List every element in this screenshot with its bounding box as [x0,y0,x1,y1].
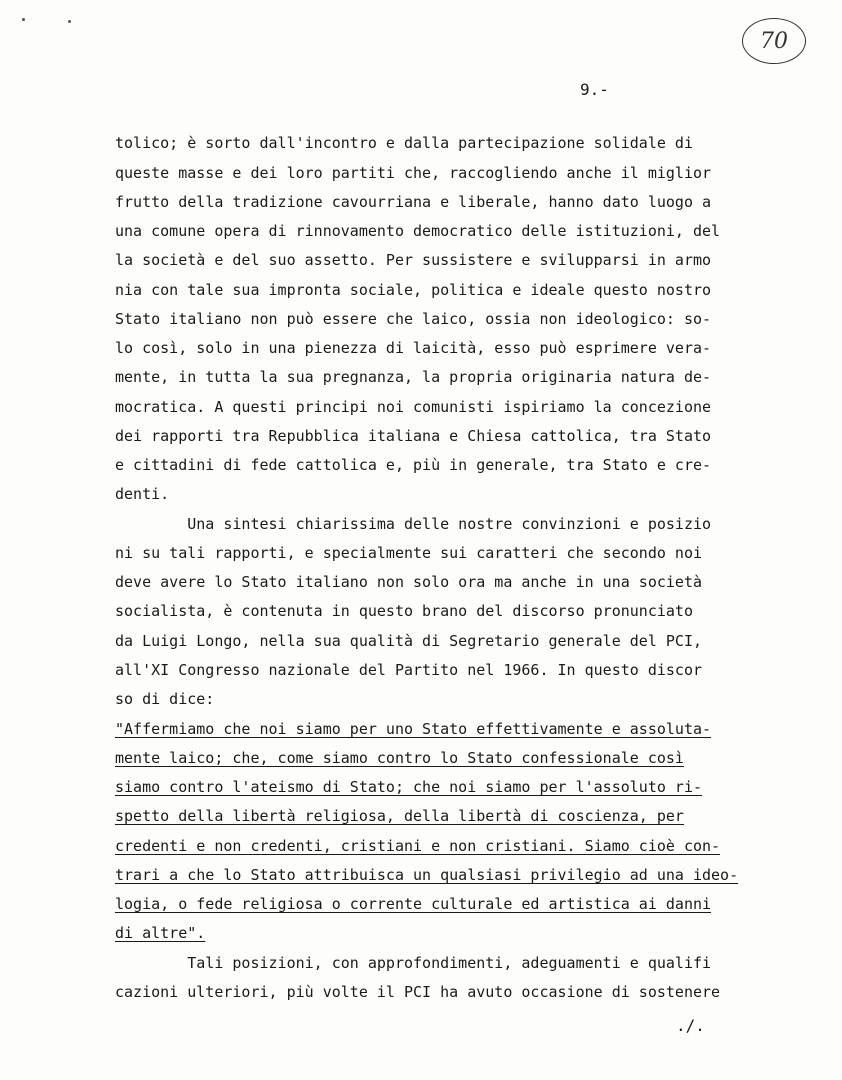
quote-line: trari a che lo Stato attribuisca un qualsiasi privilegio ad una ideo- [115,866,739,884]
text-line: so di dice: [115,690,215,708]
text-line: deve avere lo Stato italiano non solo ora ma anche in una società [115,573,702,591]
text-line: denti. [115,485,170,503]
text-line: lo così, solo in una pienezza di laicità, esso può esprimere vera- [115,339,712,357]
text-line: all'XI Congresso nazionale del Partito nel 1966. In questo discor [115,661,702,679]
text-line: Stato italiano non può essere che laico, ossia non ideologico: so- [115,310,712,328]
paper-speck [68,20,71,23]
text-line: tolico; è sorto dall'incontro e dalla partecipazione solidale di [115,134,693,152]
quote-line: spetto della libertà religiosa, della libertà di coscienza, per [115,807,684,825]
quote-line: "Affermiamo che noi siamo per uno Stato effettivamente e assoluta- [115,720,712,738]
text-line: dei rapporti tra Repubblica italiana e Chiesa cattolica, tra Stato [115,427,712,445]
text-line: mente, in tutta la sua pregnanza, la propria originaria natura de- [115,368,712,386]
quote-line: logia, o fede religiosa o corrente culturale ed artistica ai danni [115,895,712,913]
quote-line: siamo contro l'ateismo di Stato; che noi siamo per l'assoluto ri- [115,778,702,796]
text-line: Una sintesi chiarissima delle nostre convinzioni e posizio [115,515,712,533]
text-line: frutto della tradizione cavourriana e liberale, hanno dato luogo a [115,193,712,211]
handwritten-page-stamp [742,18,806,64]
text-line: ni su tali rapporti, e specialmente sui caratteri che secondo noi [115,544,702,562]
text-line: Tali posizioni, con approfondimenti, adeguamenti e qualifi [115,954,712,972]
quote-line: di altre". [115,924,206,942]
text-line: una comune opera di rinnovamento democratico delle istituzioni, del [115,222,721,240]
paper-speck [22,18,25,21]
text-line: nia con tale sua impronta sociale, politica e ideale questo nostro [115,281,712,299]
page-number: 9.- [580,80,609,99]
quote-line: mente laico; che, come siamo contro lo Stato confessionale così [115,749,684,767]
text-line: da Luigi Longo, nella sua qualità di Segretario generale del PCI, [115,632,702,650]
text-line: queste masse e dei loro partiti che, raccogliendo anche il miglior [115,164,712,182]
quote-line: credenti e non credenti, cristiani e non cristiani. Siamo cioè con- [115,837,721,855]
text-line: socialista, è contenuta in questo brano del discorso pronunciato [115,602,693,620]
text-line: e cittadini di fede cattolica e, più in generale, tra Stato e cre- [115,456,712,474]
stamp-text: 70 [760,28,788,54]
continuation-mark: ./. [676,1016,705,1035]
text-line: mocratica. A questi principi noi comunisti ispiriamo la concezione [115,398,712,416]
text-line: la società e del suo assetto. Per sussistere e svilupparsi in armo [115,251,712,269]
text-line: cazioni ulteriori, più volte il PCI ha avuto occasione di sostenere [115,983,721,1001]
